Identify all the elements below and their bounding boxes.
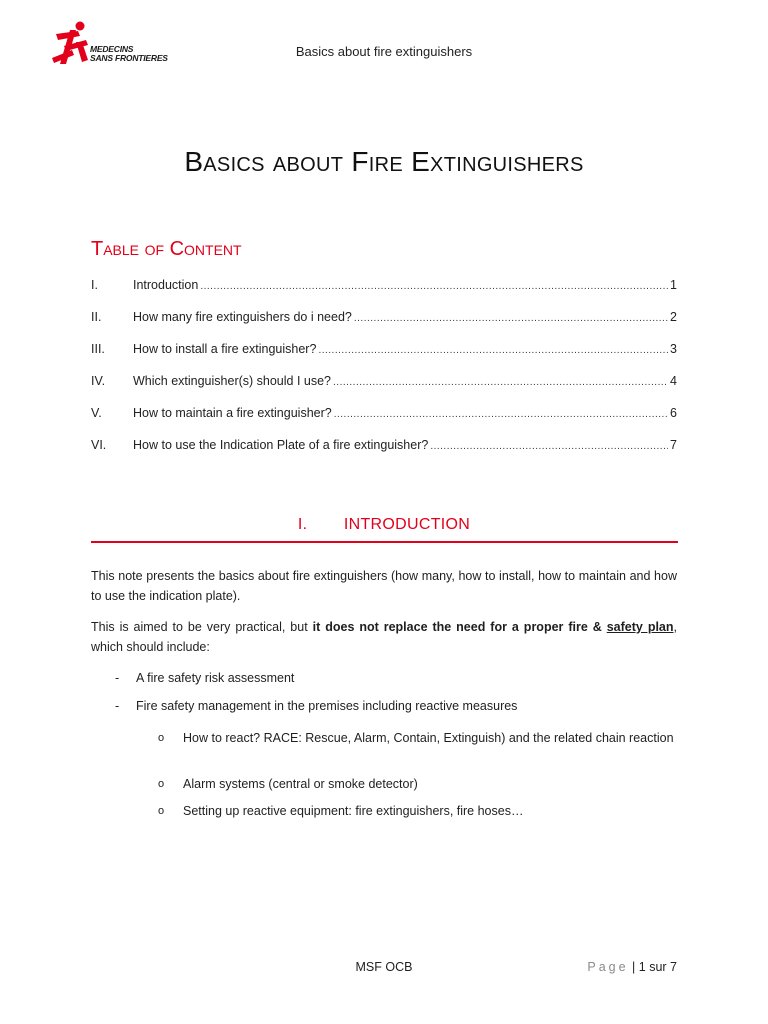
toc-entry-number: I. [91, 278, 98, 292]
toc-entry[interactable] [91, 342, 677, 374]
circle-bullet-icon: o [158, 778, 165, 790]
toc-heading: Table of Content [91, 238, 242, 260]
toc-entry-page: 1 [670, 278, 677, 292]
toc-entry[interactable] [91, 406, 677, 438]
scope-emphasis-part: it does not replace the need for a proper fire & safety plan [312, 620, 674, 634]
list-item-text: Fire safety management in the premises including reactive measures [136, 699, 518, 713]
logo-line-1: MEDECINS [90, 44, 134, 54]
toc-entry-number: III. [91, 342, 105, 356]
toc-entry-number: V. [91, 406, 102, 420]
toc-entry-page: 7 [670, 438, 677, 452]
dash-bullet: - [115, 699, 120, 713]
page-separator: | [632, 960, 636, 974]
toc-entry-page: 2 [670, 310, 677, 324]
circle-bullet-icon: o [158, 805, 165, 817]
toc-leader-dots [333, 377, 668, 388]
circle-bullet-icon: o [158, 732, 165, 744]
toc-entry[interactable] [91, 278, 677, 310]
toc-entry-title: Which extinguisher(s) should I use? [133, 374, 332, 388]
scope-paragraph [91, 617, 677, 657]
toc-leader-dots [318, 345, 668, 356]
underlined-phrase: safety plan [606, 620, 674, 634]
sub-list-item [158, 728, 677, 748]
toc-leader-dots [430, 441, 668, 452]
toc-entry-title: How to maintain a fire extinguisher? [133, 406, 332, 420]
footer-page-number [587, 960, 677, 974]
sub-list-item [158, 774, 677, 794]
document-title: Basics about Fire Extinguishers [184, 146, 584, 177]
toc-entry-number: II. [91, 310, 102, 324]
footer-organization: MSF OCB [355, 960, 413, 974]
section-divider [91, 541, 678, 543]
toc-leader-dots [354, 313, 668, 324]
toc-entry-title: How to use the Indication Plate of a fire extinguisher? [133, 438, 429, 452]
table-of-contents [91, 278, 677, 470]
scope-text-tail: , which should include: [91, 620, 677, 654]
list-item-text: A fire safety risk assessment [136, 671, 295, 685]
toc-entry-page: 3 [670, 342, 677, 356]
sub-list-item-text: Setting up reactive equipment: fire extinguishers, fire hoses… [183, 804, 524, 818]
toc-entry-page: 6 [670, 406, 677, 420]
toc-entry-title: How many fire extinguishers do i need? [133, 310, 352, 324]
toc-leader-dots [200, 281, 668, 292]
section-heading [0, 516, 768, 534]
msf-running-figure-icon [50, 20, 94, 66]
logo-line-2: SANS FRONTIERES [90, 53, 168, 63]
toc-entry-page: 4 [670, 374, 677, 388]
intro-paragraph: This note presents the basics about fire extinguishers (how many, how to install, how to maintain and how to use the indication plate). [91, 569, 677, 603]
running-header-title: Basics about fire extinguishers [295, 44, 473, 59]
toc-entry-number: VI. [91, 438, 107, 452]
toc-entry-number: IV. [91, 374, 106, 388]
toc-entry-title: Introduction [133, 278, 199, 292]
sub-list-item-text: How to react? RACE: Rescue, Alarm, Contain, Extinguish) and the related chain reaction [183, 731, 674, 745]
page-label: Page [587, 960, 629, 974]
page-info: 1 sur 7 [638, 960, 677, 974]
sub-list-item-text: Alarm systems (central or smoke detector) [183, 777, 418, 791]
toc-entry[interactable] [91, 438, 677, 470]
dash-bullet: - [115, 671, 120, 685]
section-title: INTRODUCTION [343, 516, 471, 533]
toc-leader-dots [334, 409, 668, 420]
toc-entry-title: How to install a fire extinguisher? [133, 342, 317, 356]
toc-entry[interactable] [91, 374, 677, 406]
section-number: I. [297, 516, 308, 533]
sub-list-item [158, 801, 677, 821]
scope-text-emphasis [313, 620, 674, 634]
toc-entry[interactable] [91, 310, 677, 342]
scope-text-lead: This is aimed to be very practical, but [91, 620, 313, 634]
